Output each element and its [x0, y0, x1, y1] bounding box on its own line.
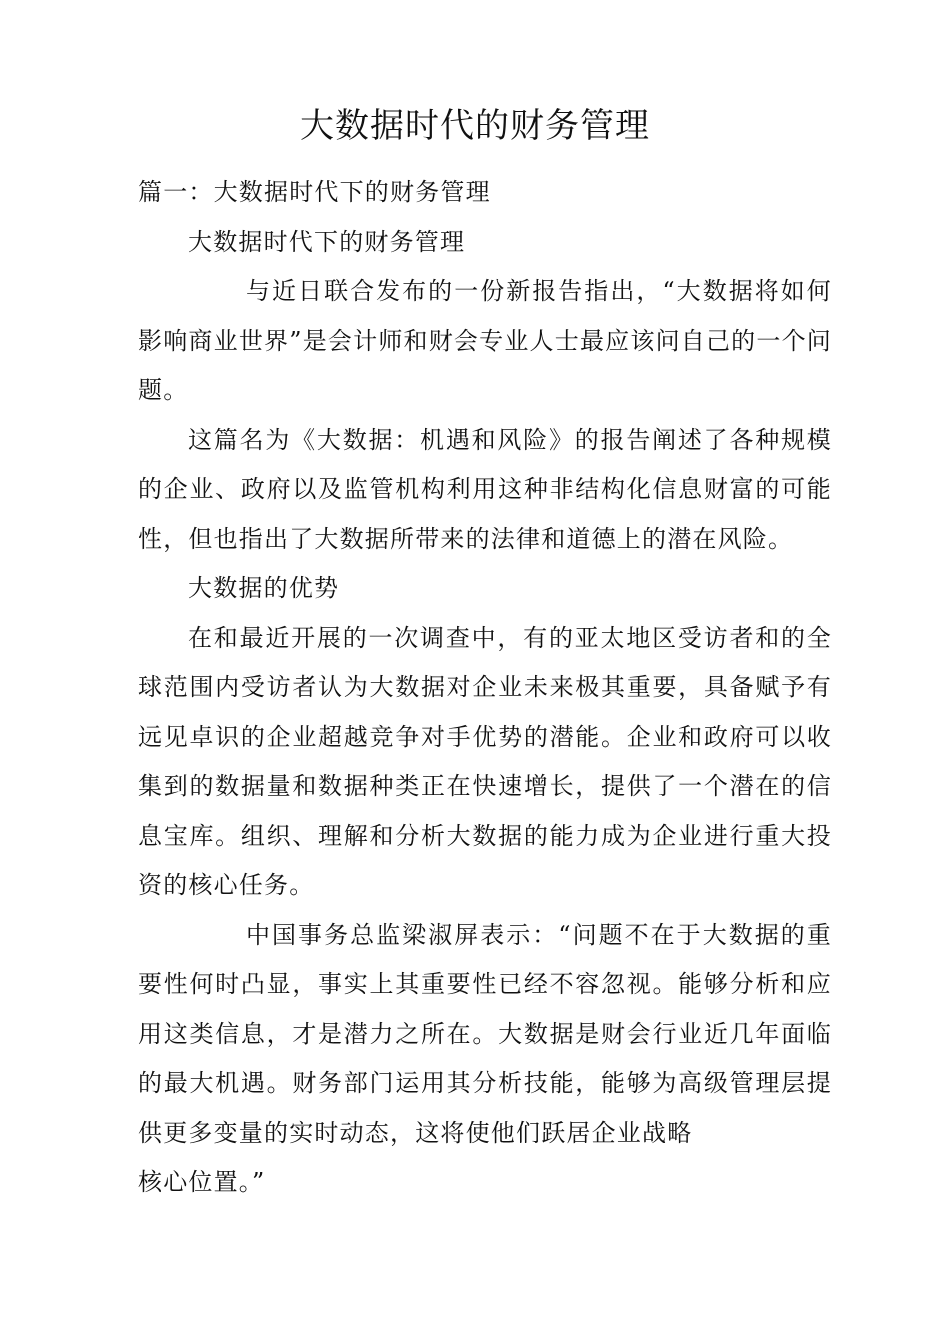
- paragraph-4: 中国事务总监梁淑屏表示：“问题不在于大数据的重要性何时凸显，事实上其重要性已经不容忽视。能够分析和应用这类信息，才是潜力之所在。大数据是财会行业近几年面临的最大机遇。财务部门运用其分析技能，能够为高级管理层提供更多变量的实时动态，这将使他们跃居企业战略: [138, 920, 832, 1147]
- document-title: 大数据时代的财务管理: [300, 106, 650, 146]
- paragraph-4-end: 核心位置。”: [138, 1168, 266, 1196]
- paragraph-1: 与近日联合发布的一份新报告指出，“大数据将如何影响商业世界”是会计师和财会专业人士最应该问自己的一个问题。: [138, 277, 832, 404]
- advantage-heading: 大数据的优势: [188, 574, 340, 602]
- paragraph-3: 在和最近开展的一次调查中，有的亚太地区受访者和的全球范围内受访者认为大数据对企业未来极其重要，具备赋予有远见卓识的企业超越竞争对手优势的潜能。企业和政府可以收集到的数据量和数据种类正在快速增长，提供了一个潜在的信息宝库。组织、理解和分析大数据的能力成为企业进行重大投资的核心任务。: [138, 623, 832, 899]
- subheading: 大数据时代下的财务管理: [188, 227, 466, 256]
- section-heading: 篇一：大数据时代下的财务管理: [138, 178, 491, 206]
- paragraph-2: 这篇名为《大数据：机遇和风险》的报告阐述了各种规模的企业、政府以及监管机构利用这种非结构化信息财富的可能性，但也指出了大数据所带来的法律和道德上的潜在风险。: [138, 425, 832, 553]
- document-body: [138, 168, 832, 1208]
